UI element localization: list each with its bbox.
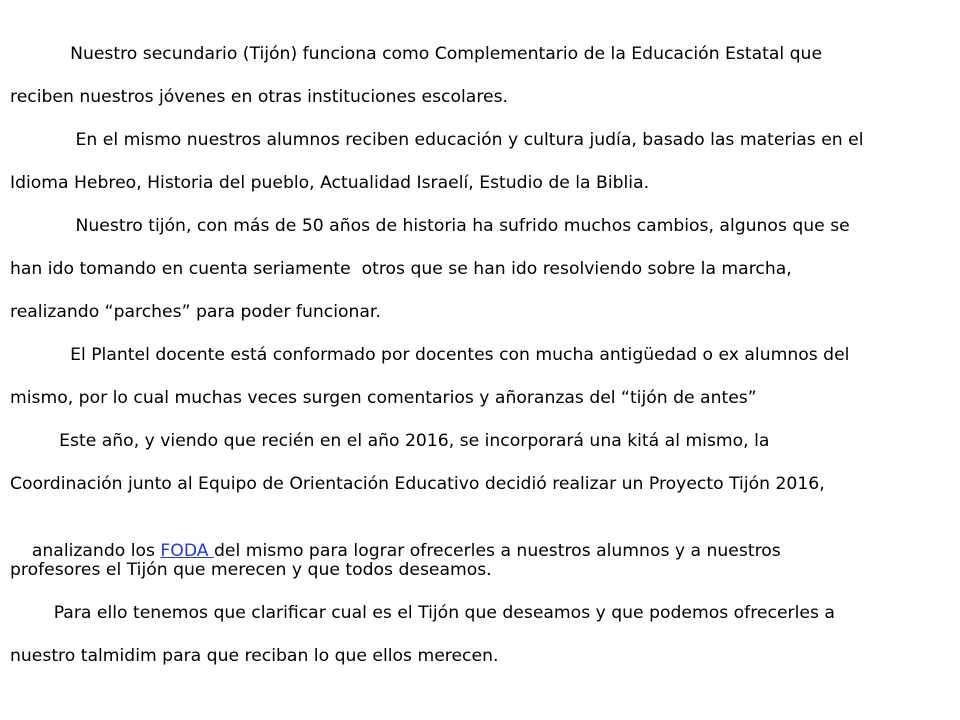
paragraph-6-line-1: Para ello tenemos que clarificar cual es el Tijón que deseamos y que podemos ofrecerles a [10,603,835,623]
paragraph-2-line-1: En el mismo nuestros alumnos reciben educación y cultura judía, basado las materias en el [10,130,864,150]
paragraph-4-line-2: mismo, por lo cual muchas veces surgen comentarios y añoranzas del “tijón de antes” [10,388,757,408]
paragraph-2-line-2: Idioma Hebreo, Historia del pueblo, Actualidad Israelí, Estudio de la Biblia. [10,173,650,193]
link-line-prefix: analizando los [31,541,161,561]
paragraph-1-line-1: Nuestro secundario (Tijón) funciona como Complementario de la Educación Estatal que [10,44,823,64]
paragraph-6-line-2: nuestro talmidim para que reciban lo que ellos merecen. [10,646,499,666]
paragraph-3-line-3: realizando “parches” para poder funcionar. [10,302,381,322]
paragraph-3-line-1: Nuestro tijón, con más de 50 años de historia ha sufrido muchos cambios, algunos que se [10,216,850,236]
foda-link[interactable]: FODA [160,541,214,561]
paragraph-5-line-1: Este año, y viendo que recién en el año 2016, se incorporará una kitá al mismo, la [10,431,770,451]
paragraph-1-line-2: reciben nuestros jóvenes en otras instituciones escolares. [10,87,509,107]
link-line-suffix: del mismo para lograr ofrecerles a nuestros alumnos y a nuestros [214,541,781,561]
paragraph-5-line-4: profesores el Tijón que merecen y que todos deseamos. [10,560,492,580]
paragraph-3-line-2: han ido tomando en cuenta seriamente otros que se han ido resolviendo sobre la marcha, [10,259,792,279]
paragraph-5-line-2: Coordinación junto al Equipo de Orientación Educativo decidió realizar un Proyecto Tijón 2016, [10,474,825,494]
paragraph-4-line-1: El Plantel docente está conformado por docentes con mucha antigüedad o ex alumnos del [10,345,850,365]
